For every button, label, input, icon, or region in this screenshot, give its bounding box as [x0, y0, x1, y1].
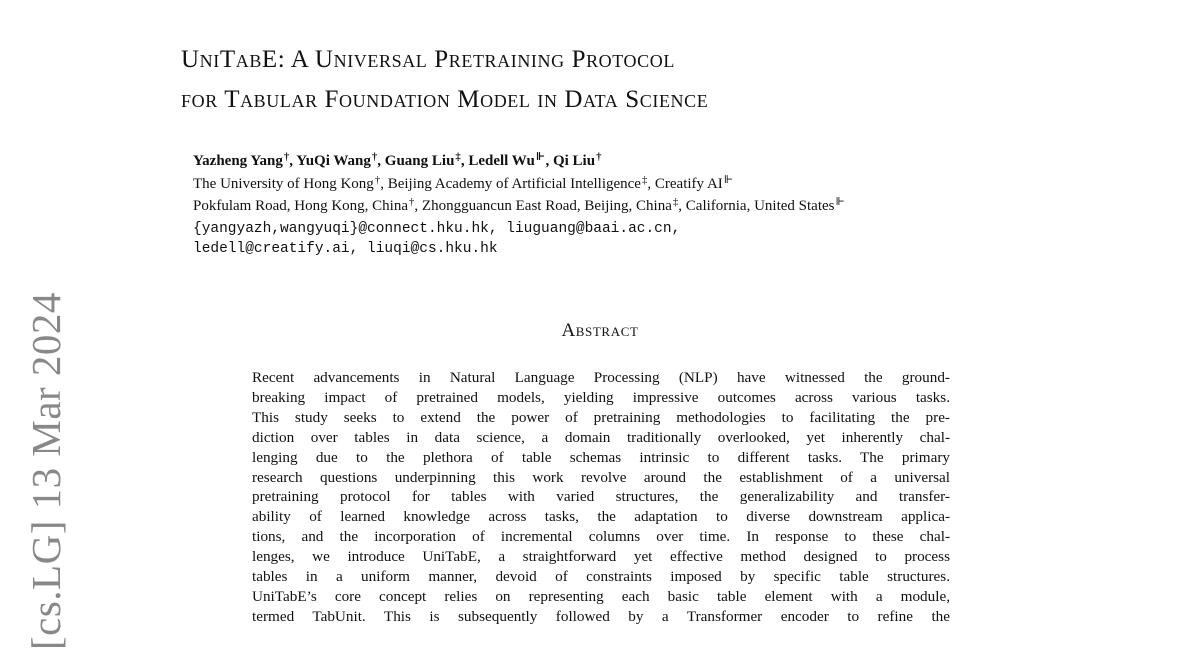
author-mark: †	[283, 151, 290, 164]
affiliation-mark: ‡	[641, 173, 648, 186]
abstract-heading: Abstract	[561, 320, 639, 341]
address-mark: ‡	[672, 196, 679, 209]
email-line-2: ledell@creatify.ai, liuqi@cs.hku.hk	[193, 240, 498, 257]
abstract-body	[252, 368, 950, 627]
author-mark: †	[596, 151, 602, 164]
author-mark: ⊩	[535, 151, 546, 164]
arxiv-stamp: [cs.LG] 13 Mar 2024	[23, 292, 69, 650]
author-name: Guang Liu	[384, 153, 455, 169]
author-name: Yazheng Yang	[193, 153, 283, 169]
abstract-line: tables in a uniform manner, devoid of constraints imposed by specific table structures.	[252, 568, 950, 586]
title-line-1: UniTabE: A Universal Pretraining Protocol	[181, 46, 675, 73]
abstract-line: This study seeks to extend the power of pretraining methodologies to facilitating the pre-	[252, 408, 950, 426]
address: Zhongguancun East Road, Beijing, China	[421, 198, 672, 214]
abstract-line: UniTabE’s core concept relies on representing each basic table element with a module,	[252, 587, 950, 605]
affiliation: Creatify AI	[654, 175, 723, 192]
author-name: YuQi Wang	[296, 153, 371, 169]
affiliation: The University of Hong Kong	[193, 175, 374, 192]
abstract-line: diction over tables in data science, a domain traditionally overlooked, yet inherently chal-	[252, 428, 950, 446]
address-mark: ⊩	[835, 196, 845, 209]
author-name: Ledell Wu	[468, 153, 535, 169]
address: California, United States	[685, 198, 835, 214]
abstract-line: pretraining protocol for tables with varied structures, the generalizability and transfer-	[252, 488, 950, 506]
abstract-line: termed TabUnit. This is subsequently followed by a Transformer encoder to refine the	[252, 607, 950, 625]
author-mark: ‡	[455, 151, 461, 164]
abstract-line: lenging due to the plethora of table schemas intrinsic to different tasks. The primary	[252, 448, 950, 466]
abstract-line: research questions underpinning this work revolve around the establishment of a universal	[252, 468, 950, 486]
author-name: Qi Liu	[552, 153, 596, 169]
title-line-2: for Tabular Foundation Model in Data Science	[181, 86, 709, 113]
abstract-line: lenges, we introduce UniTabE, a straightforward yet effective method designed to process	[252, 548, 950, 566]
email-line-1: {yangyazh,wangyuqi}@connect.hku.hk, liuguang@baai.ac.cn,	[193, 220, 681, 237]
address: Pokfulam Road, Hong Kong, China	[193, 198, 408, 214]
author-block	[193, 151, 1093, 259]
address-mark: †	[409, 196, 415, 209]
author-mark: †	[371, 151, 378, 164]
address-line: Pokfulam Road, Hong Kong, China†, Zhongguancun East Road, Beijing, China‡, California, United States⊩	[193, 196, 845, 214]
abstract-line: Recent advancements in Natural Language Processing (NLP) have witnessed the ground-	[252, 369, 950, 386]
abstract-line: ability of learned knowledge across tasks, the adaptation to diverse downstream applica-	[252, 508, 950, 526]
paper-title	[181, 40, 1081, 120]
abstract-line: tions, and the incorporation of incremental columns over time. In response to these chal-	[252, 528, 950, 546]
abstract-line: breaking impact of pretrained models, yielding impressive outcomes across various tasks.	[252, 388, 950, 406]
affiliation-mark: ⊩	[723, 173, 734, 186]
affiliation-mark: †	[374, 173, 381, 186]
affiliation: Beijing Academy of Artificial Intelligence	[387, 175, 641, 192]
author-list: Yazheng Yang†, YuQi Wang†, Guang Liu‡, Ledell Wu⊩, Qi Liu†	[193, 151, 602, 169]
affiliation-line: The University of Hong Kong†, Beijing Academy of Artificial Intelligence‡, Creatify AI⊩	[193, 173, 734, 192]
